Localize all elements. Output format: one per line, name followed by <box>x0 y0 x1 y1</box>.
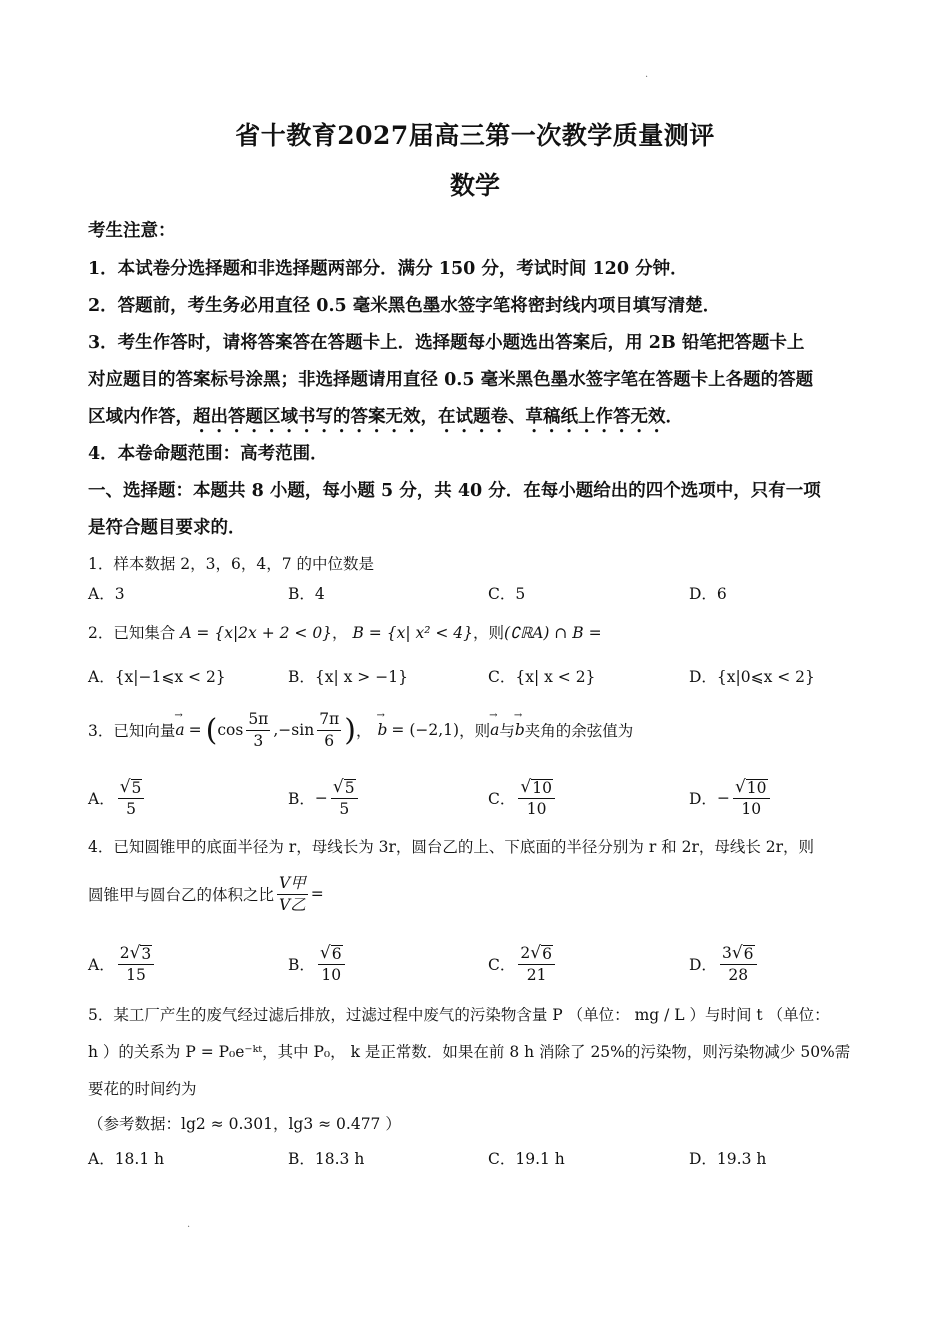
question-4-options <box>88 940 808 988</box>
fraction <box>246 710 270 750</box>
stem-text: 2．已知集合 <box>88 624 176 642</box>
option-b: B．18.3 h <box>288 1150 365 1168</box>
numerator <box>518 944 555 965</box>
sin-text: ,−sin <box>273 721 315 739</box>
option-sign: − <box>314 789 328 807</box>
option-label: A． <box>88 790 115 808</box>
option-d: D．6 <box>689 585 727 603</box>
option-c: C．5 <box>488 585 526 603</box>
sqrt: √ 5 <box>332 776 355 797</box>
set-b: B = {x| x² < 4} <box>352 624 473 642</box>
option-label: C． <box>488 790 516 808</box>
coefficient: 2 <box>119 943 130 962</box>
vector-a: → a <box>490 721 499 739</box>
option-label: B． <box>288 956 315 974</box>
numerator: V甲 <box>277 874 308 895</box>
vector-a: → a <box>175 721 184 739</box>
notice-item-4: 4．本卷命题范围：高考范围． <box>88 444 328 464</box>
denominator: 21 <box>526 965 547 984</box>
question-1-options <box>88 573 808 613</box>
notice-item-1: 1．本试卷分选择题和非选择题两部分．满分 150 分，考试时间 120 分钟． <box>88 259 688 279</box>
option-b: B．4 <box>288 585 325 603</box>
option-d: D．19.3 h <box>689 1150 767 1168</box>
denominator: 6 <box>324 731 335 750</box>
radicand: 10 <box>746 778 767 797</box>
denominator: 3 <box>253 731 264 750</box>
radicand: 6 <box>331 944 342 963</box>
stem-text: 则 <box>488 624 505 642</box>
option-c: C．{x| x < 2} <box>488 668 596 686</box>
sqrt: √ 10 <box>734 776 767 797</box>
denominator: 10 <box>321 965 342 984</box>
question-5-stem-line-1: 5．某工厂产生的废气经过滤后排放，过滤过程中废气的污染物含量 P （单位： mg / L ）与时间 t （单位： <box>88 1006 830 1024</box>
option-a <box>88 774 147 822</box>
numerator: 5π <box>246 710 270 731</box>
option-b: B．{x| x > −1} <box>288 668 408 686</box>
fraction <box>118 944 155 985</box>
denominator: 5 <box>339 799 350 818</box>
numerator <box>118 778 145 799</box>
sqrt: √ 6 <box>319 942 342 963</box>
fraction <box>720 944 757 985</box>
exam-title: 省十教育2027届高三第一次教学质量测评 <box>235 121 715 150</box>
exam-subject: 数学 <box>449 171 500 200</box>
notice-item-2: 2．答题前，考生务必用直径 0.5 毫米黑色墨水签字笔将密封线内项目填写清楚． <box>88 296 721 316</box>
scan-dot: · <box>645 72 649 83</box>
fraction <box>733 778 770 819</box>
numerator <box>331 778 358 799</box>
stem-text: 与 <box>499 722 515 740</box>
radicand: 5 <box>131 778 142 797</box>
numerator <box>318 944 345 965</box>
sqrt: √ 10 <box>520 776 552 797</box>
denominator: 5 <box>126 799 136 818</box>
question-3-stem: 3．已知向量 → a = ( cos $\frac{5\pi}{3}$ ,−sin $\frac{7\pi}{6}$ ) ， → b = (−2,1) ，则 → a 与 → b 夹角的余弦值为 <box>88 706 633 754</box>
option-label: D． <box>689 790 717 808</box>
radicand: 6 <box>743 944 754 963</box>
sqrt: √ 6 <box>530 942 552 963</box>
numerator <box>118 944 155 965</box>
question-4-stem-line-2 <box>88 870 324 918</box>
radicand: 6 <box>542 944 552 963</box>
option-c: C．19.1 h <box>488 1150 565 1168</box>
fraction <box>518 778 555 819</box>
option-d <box>689 774 773 822</box>
radicand: 5 <box>344 778 355 797</box>
cos-text: cos <box>217 721 244 739</box>
sqrt: √ 6 <box>731 942 754 963</box>
left-paren: ( <box>205 712 218 748</box>
denominator: 10 <box>741 799 762 818</box>
numerator <box>733 778 770 799</box>
option-b <box>288 940 348 988</box>
notice-heading: 考生注意： <box>88 221 176 241</box>
stem-text: ，则 <box>459 722 491 740</box>
fraction <box>118 778 145 819</box>
option-a <box>88 940 157 988</box>
question-5-reference-data: （参考数据：lg2 ≈ 0.301，lg3 ≈ 0.477 ） <box>88 1115 401 1133</box>
section-heading-line-1: 一、选择题：本题共 8 小题，每小题 5 分，共 40 分．在每小题给出的四个选项中，只有一项 <box>88 481 821 501</box>
option-c <box>488 940 558 988</box>
coefficient: 3 <box>721 943 732 962</box>
question-5-stem-line-2: h ）的关系为 P = P₀e⁻ᵏᵗ，其中 P₀， k 是正常数．如果在前 8 h 消除了 25%的污染物，则污染物减少 50%需 <box>88 1043 851 1061</box>
option-a: A．{x|−1⩽x < 2} <box>88 668 226 686</box>
option-d <box>689 940 760 988</box>
set-a: A = {x|2x + 2 < 0} <box>180 624 333 642</box>
denominator: 10 <box>526 799 547 818</box>
option-label: B． <box>288 790 315 808</box>
vector-b-value: = (−2,1) <box>391 721 460 739</box>
fraction <box>317 710 341 750</box>
numerator <box>518 778 555 799</box>
question-3-options <box>88 774 808 822</box>
fraction <box>518 944 555 985</box>
fraction <box>318 944 345 985</box>
denominator: 15 <box>126 965 146 984</box>
sqrt: √ 5 <box>119 776 142 797</box>
fraction <box>331 778 358 819</box>
notice-item-3-line-2: 对应题目的答案标号涂黑；非选择题请用直径 0.5 毫米黑色墨水签字笔在答题卡上各题的答题 <box>88 370 814 390</box>
question-5-stem-line-3: 要花的时间约为 <box>88 1080 197 1098</box>
vector-b: → b <box>515 721 525 739</box>
option-label: D． <box>689 956 717 974</box>
denominator: V乙 <box>279 895 306 914</box>
volume-ratio <box>277 874 308 914</box>
denominator: 28 <box>728 965 749 984</box>
equals-sign: = <box>310 885 324 903</box>
option-a: A．3 <box>88 585 125 603</box>
vector-b: → b <box>377 721 387 739</box>
question-2-stem: 2．已知集合 A = {x|2x + 2 < 0}， B = {x| x² < 4}，则(∁ℝA) ∩ B = <box>88 624 602 642</box>
stem-text: 圆锥甲与圆台乙的体积之比 <box>88 886 275 904</box>
option-c <box>488 774 558 822</box>
option-label: A． <box>88 956 115 974</box>
coefficient: 2 <box>520 943 531 962</box>
question-5-options <box>88 1138 808 1178</box>
radicand: 3 <box>141 944 152 963</box>
question-2-options <box>88 656 815 696</box>
notice-item-3-line-1: 3．考生作答时，请将答案答在答题卡上．选择题每小题选出答案后，用 2B 铅笔把答题卡上 <box>88 333 805 353</box>
sqrt: √ 3 <box>129 942 152 963</box>
option-label: C． <box>488 956 516 974</box>
stem-text: 3．已知向量 <box>88 722 176 740</box>
emphasized-text: 超出答题区域书写的答案无效，在试题卷、草稿纸上作答无效 <box>193 407 666 427</box>
option-sign: − <box>716 789 730 807</box>
question-4-stem-line-1: 4．已知圆锥甲的底面半径为 r，母线长为 3r，圆台乙的上、下底面的半径分别为 r 和 2r，母线长 2r，则 <box>88 838 815 856</box>
notice-item-3-line-3 <box>88 403 683 437</box>
numerator <box>720 944 757 965</box>
right-paren: ) <box>344 712 356 748</box>
section-heading-line-2: 是符合题目要求的． <box>88 518 246 538</box>
set-expression: (∁ℝA) ∩ B = <box>504 624 602 642</box>
option-d: D．{x|0⩽x < 2} <box>689 668 815 686</box>
numerator: 7π <box>317 710 341 731</box>
option-a: A．18.1 h <box>88 1150 165 1168</box>
stem-text: 夹角的余弦值为 <box>524 722 634 740</box>
scan-dot: · <box>187 1222 191 1233</box>
equals-sign: = <box>188 721 202 739</box>
notice-text: 区域内作答， <box>88 407 193 427</box>
question-1-stem: 1．样本数据 2，3，6，4，7 的中位数是 <box>88 555 375 573</box>
notice-text: ． <box>665 407 683 427</box>
option-b <box>288 774 361 822</box>
radicand: 10 <box>532 778 552 797</box>
